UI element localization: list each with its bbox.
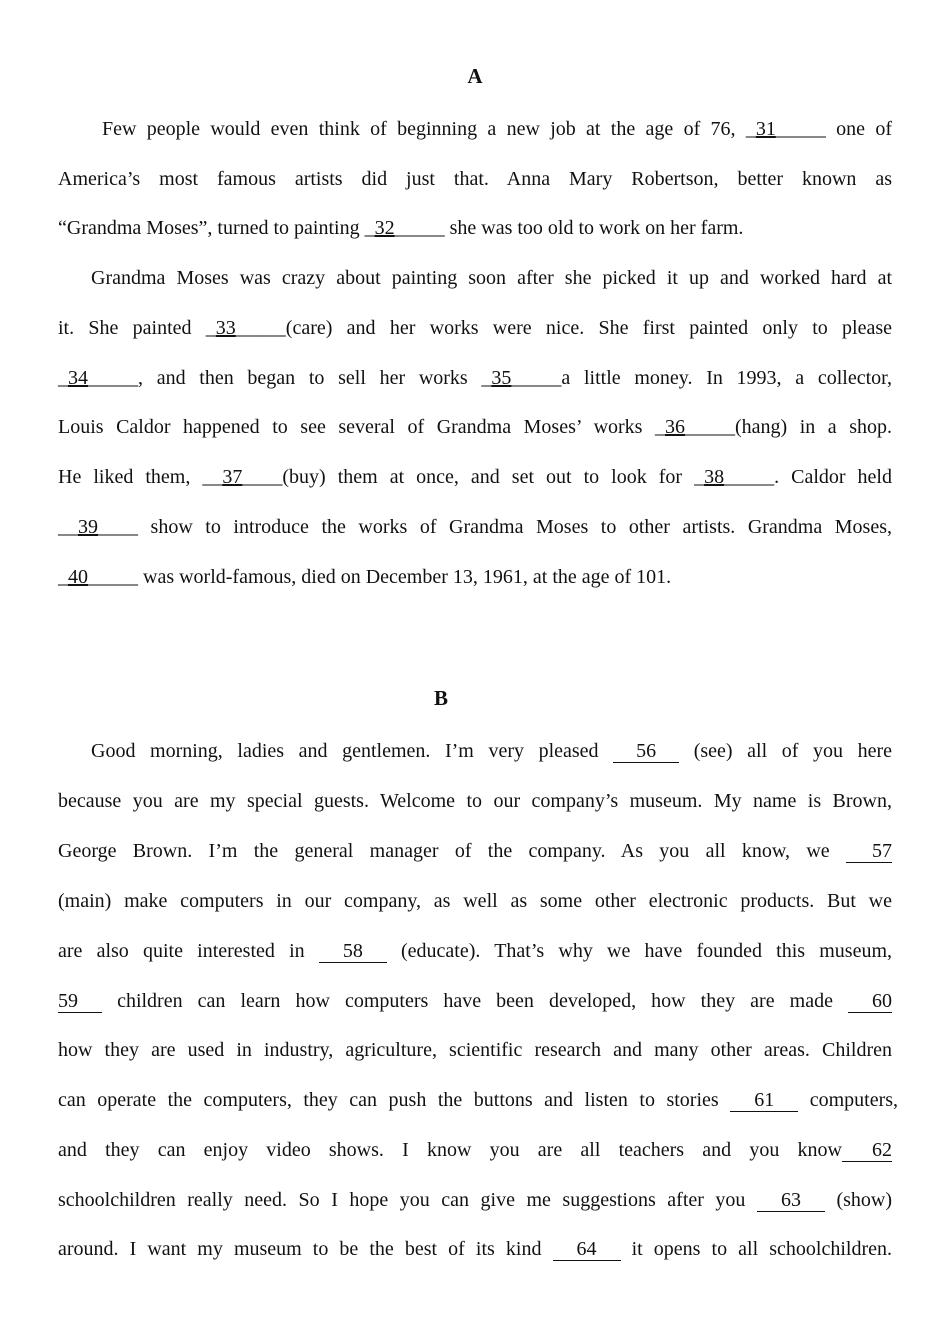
passage-a-line-7: Louis Caldor happened to see several of Grandma Moses’ works _36_____(hang) in a shop. [58,416,892,438]
passage-a-line-10: _40_____ was world-famous, died on December 13, 1961, at the age of 101. [58,566,672,588]
passage-b-line-4: (main) make computers in our company, as well as some other electronic products. But we [58,890,892,912]
section-a-heading: A [467,64,483,88]
blank-36: 36 [665,416,685,438]
blank-62: 62 [842,1139,892,1162]
passage-b-line-6: 59 children can learn how computers have been developed, how they are made 60 [58,990,893,1012]
passage-a-line-3: “Grandma Moses”, turned to painting _32_____ she was too old to work on her farm. [58,217,744,239]
passage-b-line-10: schoolchildren really need. So I hope you can give me suggestions after you 63 (show) [58,1189,893,1211]
blank-35: 35 [491,367,512,389]
blank-33: 33 [215,317,236,339]
passage-a-line-5: it. She painted _33_____(care) and her works were nice. She first painted only to please [58,317,893,339]
blank-34: 34 [68,367,88,389]
blank-37: 37 [222,466,243,488]
passage-b-line-8: can operate the computers, they can push the buttons and listen to stories 61 computers, [58,1089,899,1111]
section-b-heading: B [433,686,448,710]
blank-58: 58 [319,940,387,963]
passage-a-line-1: Few people would even think of beginning a new job at the age of 76, _31_____ one of [102,118,892,140]
blank-56: 56 [613,740,679,763]
passage-b-line-11: around. I want my museum to be the best of its kind 64 it opens to all schoolchildren. [58,1238,892,1260]
blank-59: 59 [58,990,102,1013]
passage-b-line-1: Good morning, ladies and gentlemen. I’m very pleased 56 (see) all of you here [91,740,893,762]
blank-32: 32 [374,217,395,239]
blank-31: 31 [755,118,776,140]
passage-b-line-5: are also quite interested in 58 (educate). That’s why we have founded this museum, [58,940,893,962]
passage-b-line-7: how they are used in industry, agriculture, scientific research and many other areas. Children [58,1039,892,1061]
blank-61: 61 [730,1089,798,1112]
blank-60: 60 [848,990,892,1013]
blank-38: 38 [704,466,725,488]
passage-b-line-2: because you are my special guests. Welcome to our company’s museum. My name is Brown, [58,790,892,812]
passage-a-line-8: He liked them, __37____(buy) them at once, and set out to look for _38_____. Caldor held [58,466,892,488]
blank-64: 64 [553,1238,621,1261]
blank-57: 57 [846,840,892,863]
blank-63: 63 [757,1189,825,1212]
passage-a-line-4: Grandma Moses was crazy about painting soon after she picked it up and worked hard at [91,267,892,289]
passage-a-line-6: _34_____, and then began to sell her works _35_____a little money. In 1993, a collector, [58,367,892,389]
passage-b-line-3: George Brown. I’m the general manager of the company. As you all know, we 57 [58,840,892,862]
blank-40: 40 [68,566,88,588]
passage-a-line-2: America’s most famous artists did just that. Anna Mary Robertson, better known as [58,168,892,190]
passage-b-line-9: and they can enjoy video shows. I know you are all teachers and you know 62 [58,1139,892,1161]
passage-a-line-9: __39____ show to introduce the works of Grandma Moses to other artists. Grandma Moses, [58,516,892,538]
blank-39: 39 [78,516,98,538]
